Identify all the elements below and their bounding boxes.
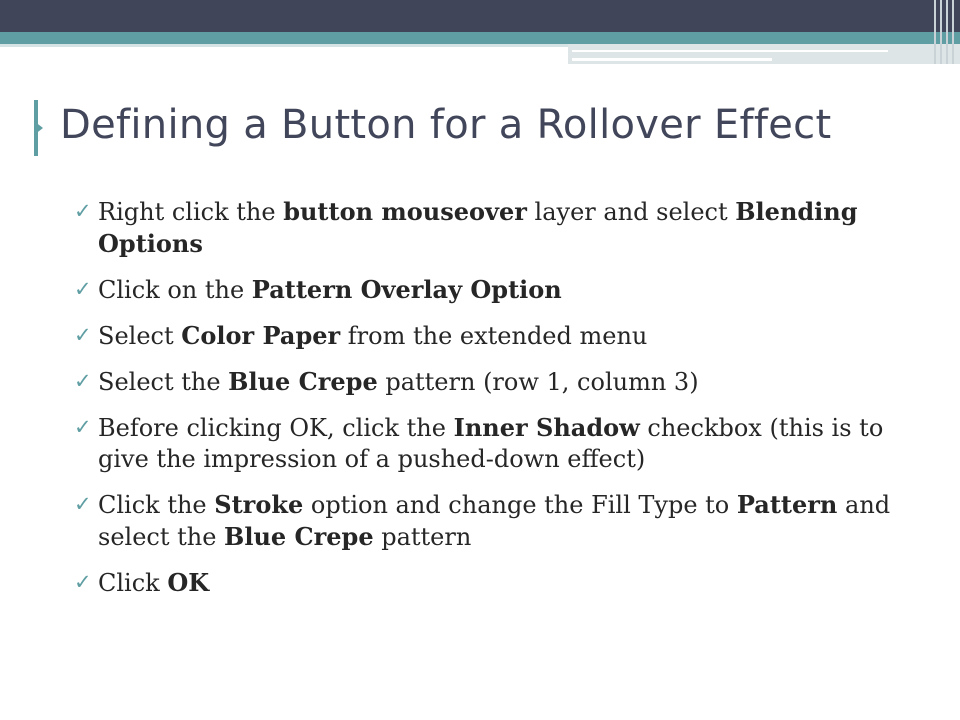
bullet-text: option and change the Fill Type to bbox=[303, 491, 737, 519]
bullet-bold-text: Blending Options bbox=[98, 197, 858, 258]
bullet-item bbox=[76, 489, 916, 553]
bullet-text: Click on the bbox=[98, 276, 252, 304]
bullet-text: and select the bbox=[98, 491, 891, 551]
header-bar bbox=[0, 0, 960, 32]
checkmark-icon: ✓ bbox=[74, 570, 92, 594]
bullet-text: Select the bbox=[98, 368, 229, 396]
bullet-text: Click bbox=[98, 569, 168, 597]
bullet-list bbox=[76, 196, 916, 613]
bullet-item bbox=[76, 567, 916, 599]
checkmark-icon: ✓ bbox=[74, 492, 92, 516]
bullet-item bbox=[76, 274, 916, 306]
bullet-text: layer and select bbox=[526, 198, 736, 226]
checkmark-icon: ✓ bbox=[74, 199, 92, 223]
checkmark-icon: ✓ bbox=[74, 415, 92, 439]
bullet-text: pattern bbox=[373, 523, 472, 551]
bullet-text: checkbox (this is to give the impression of a pushed-down effect) bbox=[98, 414, 884, 473]
bullet-bold-text: Pattern Overlay Option bbox=[251, 275, 562, 304]
bullet-bold-text: Stroke bbox=[214, 490, 304, 519]
bullet-bold-text: Blue Crepe bbox=[228, 367, 378, 396]
checkmark-icon: ✓ bbox=[74, 277, 92, 301]
bullet-text: Right click the bbox=[98, 198, 284, 226]
header-highlight-line bbox=[572, 50, 888, 52]
bullet-bold-text: OK bbox=[167, 568, 210, 597]
bullet-bold-text: Color Paper bbox=[181, 321, 341, 350]
bullet-bold-text: button mouseover bbox=[283, 197, 527, 226]
bullet-item bbox=[76, 412, 916, 475]
title-marker bbox=[34, 100, 38, 156]
bullet-item bbox=[76, 320, 916, 352]
header-highlight-line-2 bbox=[572, 58, 772, 61]
bullet-bold-text: Inner Shadow bbox=[453, 413, 640, 442]
checkmark-icon: ✓ bbox=[74, 323, 92, 347]
bullet-item bbox=[76, 366, 916, 398]
header-gray-strip bbox=[568, 44, 960, 64]
bullet-text: from the extended menu bbox=[340, 322, 648, 350]
bullet-text: pattern (row 1, column 3) bbox=[377, 368, 699, 396]
slide-title: Defining a Button for a Rollover Effect bbox=[60, 102, 832, 148]
checkmark-icon: ✓ bbox=[74, 369, 92, 393]
bullet-text: Before clicking OK, click the bbox=[98, 414, 454, 442]
bullet-text: Click the bbox=[98, 491, 215, 519]
header-accent-band bbox=[0, 32, 960, 44]
bullet-bold-text: Pattern bbox=[736, 490, 838, 519]
header-right-bars bbox=[930, 0, 960, 64]
bullet-bold-text: Blue Crepe bbox=[224, 522, 374, 551]
bullet-text: Select bbox=[98, 322, 182, 350]
bullet-item bbox=[76, 196, 916, 260]
